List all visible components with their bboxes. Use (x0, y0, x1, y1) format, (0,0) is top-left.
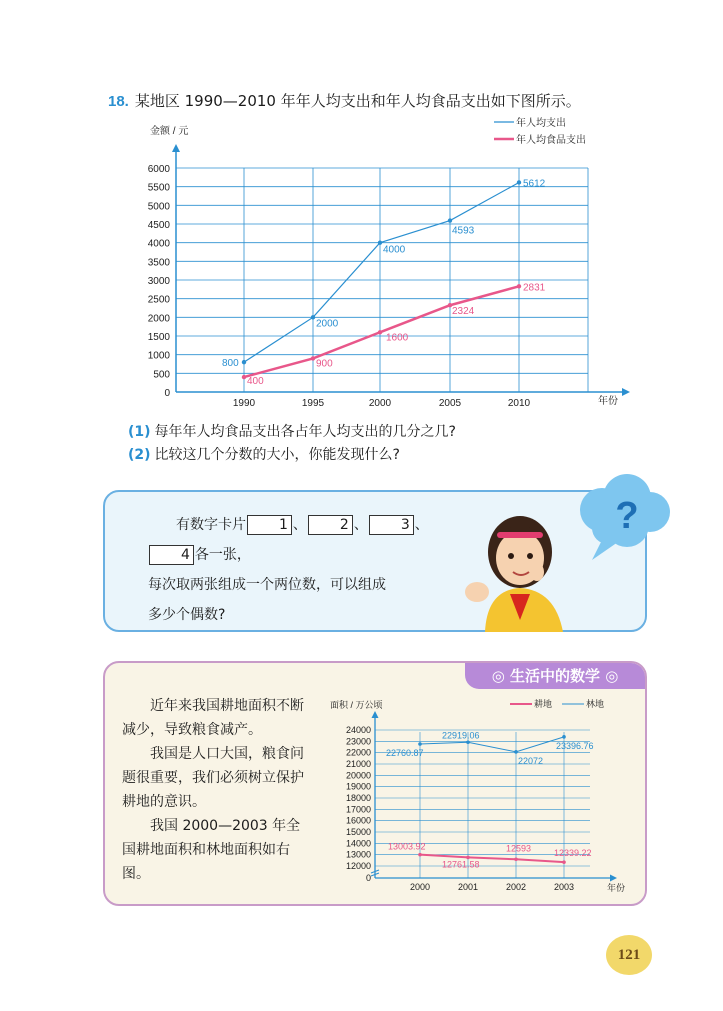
page-number: 121 (606, 935, 652, 975)
data-label: 2831 (523, 282, 546, 294)
x-tick-label: 2001 (457, 882, 479, 892)
data-label: 5612 (523, 178, 546, 190)
cards-line-3: 多少个偶数? (148, 607, 226, 623)
legend-label: 耕地 (534, 699, 553, 709)
x-tick-label: 2000 (409, 882, 431, 892)
data-label: 12339.22 (554, 848, 592, 859)
cards-line-2: 每次取两张组成一个两位数，可以组成 (148, 577, 386, 593)
y-tick-label: 14000 (345, 838, 371, 849)
y-tick-label: 6000 (147, 164, 170, 175)
x-axis-arrow-icon (610, 875, 617, 882)
chart2-labels (386, 698, 604, 869)
data-point (514, 857, 518, 861)
x-tick-label: 2005 (438, 398, 462, 409)
life-math-paragraph-1: 近年来我国耕地面积不断减少，导致粮食减产。 (122, 698, 304, 738)
x-axis-title: 年份 (607, 883, 626, 893)
y-axis-title: 金额 / 元 (150, 126, 189, 137)
x-tick-label: 2010 (507, 398, 531, 409)
data-label: 13003.92 (388, 841, 426, 852)
y-tick-label: 19000 (345, 781, 371, 792)
y-tick-label: 4000 (147, 238, 170, 250)
y-tick-label: 1000 (147, 350, 170, 362)
y-axis-arrow-icon (372, 711, 379, 718)
cards-suffix: 各一张， (194, 547, 251, 563)
y-tick-label: 0 (164, 388, 170, 399)
y-tick-label: 2000 (147, 313, 170, 325)
y-tick-label: 5000 (147, 201, 170, 213)
y-tick-label: 4500 (147, 220, 170, 231)
data-label: 2324 (452, 306, 475, 318)
y-tick-label: 17000 (345, 804, 371, 815)
life-math-paragraph-3: 我国 2000—2003 年全国耕地面积和林地面积如右图。 (122, 818, 301, 882)
x-tick-label: 2002 (505, 882, 527, 892)
data-label: 12593 (506, 843, 532, 854)
y-tick-label: 21000 (345, 759, 371, 769)
data-label: 2000 (316, 318, 339, 330)
data-label: 900 (316, 358, 333, 370)
card-1: 1 (247, 515, 292, 535)
y-tick-label: 5500 (147, 182, 170, 194)
y-tick-label: 0 (365, 873, 371, 883)
data-point (466, 740, 470, 744)
legend-label: 年人均食品支出 (516, 135, 586, 146)
x-tick-label: 1995 (301, 398, 325, 409)
y-tick-label: 3500 (147, 257, 170, 269)
card-3: 3 (369, 515, 414, 535)
y-tick-label: 22000 (345, 747, 371, 758)
data-label: 22919.06 (442, 730, 480, 741)
data-label: 22072 (518, 755, 544, 766)
question-number: 18. (108, 93, 129, 110)
x-tick-label: 1990 (232, 398, 256, 409)
y-tick-label: 3000 (147, 276, 170, 287)
data-label: 12761.58 (442, 859, 480, 870)
x-tick-label: 2003 (553, 882, 575, 892)
sub-question-2-text: 比较这几个分数的大小，你能发现什么? (154, 447, 400, 463)
y-tick-label: 18000 (345, 793, 371, 803)
card-2: 2 (308, 515, 353, 535)
data-label: 23396.76 (556, 740, 594, 751)
data-label: 22760.87 (386, 748, 424, 759)
data-point (562, 860, 566, 864)
y-tick-label: 16000 (345, 815, 371, 826)
legend-label: 林地 (586, 699, 605, 709)
data-label: 400 (247, 376, 264, 388)
data-point (514, 750, 518, 754)
data-point (418, 853, 422, 857)
x-axis-title: 年份 (598, 396, 618, 407)
sub-question-1-text: 每年年人均食品支出各占年人均支出的几分之几? (154, 424, 456, 440)
life-math-tag: ◎ 生活中的数学 ◎ (465, 663, 645, 689)
card-separator: 、 (292, 517, 307, 533)
sub-question-2-number: (2) (128, 447, 151, 463)
y-tick-label: 13000 (345, 849, 371, 860)
data-label: 4000 (383, 244, 406, 256)
data-label: 4593 (452, 225, 475, 237)
y-axis-title: 面积 / 万公顷 (330, 700, 383, 710)
data-label: 800 (222, 358, 239, 370)
y-tick-label: 1500 (147, 332, 170, 343)
data-point (418, 742, 422, 746)
chart2-series (418, 735, 566, 864)
x-tick-label: 2000 (368, 398, 392, 409)
data-point (562, 735, 566, 739)
y-tick-label: 23000 (345, 736, 371, 747)
y-tick-label: 15000 (345, 827, 371, 837)
y-tick-label: 24000 (345, 725, 371, 735)
y-tick-label: 2500 (147, 294, 170, 306)
y-tick-label: 500 (153, 369, 170, 381)
sub-question-1-number: (1) (128, 424, 151, 440)
y-tick-label: 12000 (345, 861, 371, 871)
data-label: 1600 (386, 332, 409, 344)
question-text: 某地区 1990—2010 年年人均支出和年人均食品支出如下图所示。 (134, 92, 581, 110)
card-separator: 、 (414, 517, 429, 533)
cards-intro: 有数字卡片 (176, 517, 246, 533)
life-math-paragraph-2: 我国是人口大国，粮食问题很重要，我们必须树立保护耕地的意识。 (122, 746, 304, 810)
question-mark: ? (615, 495, 639, 537)
card-4: 4 (149, 545, 194, 565)
card-separator: 、 (353, 517, 368, 533)
y-tick-label: 20000 (345, 770, 371, 781)
legend-label: 年人均支出 (516, 118, 566, 129)
